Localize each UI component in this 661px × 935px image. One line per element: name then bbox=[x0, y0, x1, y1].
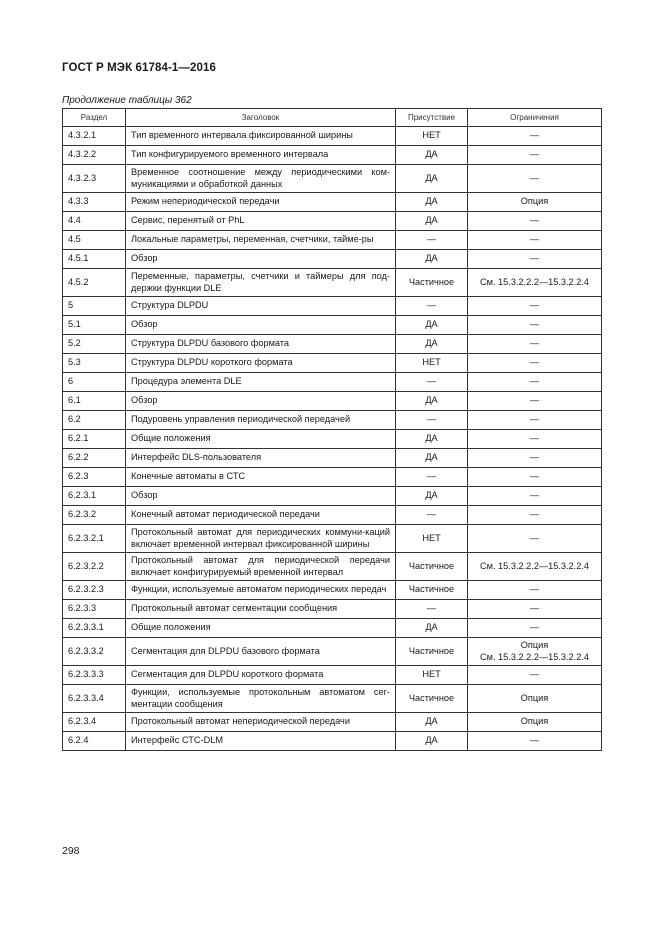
cell-limits bbox=[468, 165, 602, 193]
cell-title: Функции, используемые протокольным автоматом сег-ментации сообщения bbox=[126, 685, 396, 713]
table-row bbox=[63, 449, 602, 468]
limits-line: — bbox=[529, 300, 540, 311]
cell-limits bbox=[468, 619, 602, 638]
cell-title: Временное соотношение между периодическими ком-муникациями и обработкой данных bbox=[126, 165, 396, 193]
cell-limits bbox=[468, 297, 602, 316]
cell-presence: — bbox=[396, 231, 468, 250]
table-row bbox=[63, 354, 602, 373]
cell-section: 4.3.2.2 bbox=[63, 146, 126, 165]
limits-line: — bbox=[529, 452, 540, 463]
cell-title: Структура DLPDU короткого формата bbox=[126, 354, 396, 373]
cell-presence: — bbox=[396, 411, 468, 430]
table-row bbox=[63, 250, 602, 269]
limits-line: — bbox=[529, 395, 540, 406]
cell-presence: Частичное bbox=[396, 638, 468, 666]
cell-section: 5.2 bbox=[63, 335, 126, 354]
cell-presence: ДА bbox=[396, 193, 468, 212]
cell-title: Тип временного интервала фиксированной ширины bbox=[126, 127, 396, 146]
cell-section: 6 bbox=[63, 373, 126, 392]
cell-presence: ДА bbox=[396, 449, 468, 468]
cell-presence: — bbox=[396, 600, 468, 619]
limits-line: См. 15.3.2.2.2—15.3.2.2.4 bbox=[480, 276, 589, 287]
cell-limits bbox=[468, 685, 602, 713]
cell-limits bbox=[468, 212, 602, 231]
cell-presence: — bbox=[396, 468, 468, 487]
table-row bbox=[63, 732, 602, 751]
cell-title: Сегментация для DLPDU короткого формата bbox=[126, 666, 396, 685]
cell-title: Подуровень управления периодической передачей bbox=[126, 411, 396, 430]
cell-title: Обзор bbox=[126, 250, 396, 269]
cell-title: Локальные параметры, переменная, счетчики, тайме-ры bbox=[126, 231, 396, 250]
table-row bbox=[63, 297, 602, 316]
table-row bbox=[63, 193, 602, 212]
limits-line: — bbox=[529, 357, 540, 368]
limits-line: — bbox=[529, 414, 540, 425]
cell-title: Режим непериодической передачи bbox=[126, 193, 396, 212]
cell-section: 5 bbox=[63, 297, 126, 316]
table-row bbox=[63, 619, 602, 638]
table-row bbox=[63, 600, 602, 619]
cell-section: 4.5 bbox=[63, 231, 126, 250]
cell-title: Процедура элемента DLE bbox=[126, 373, 396, 392]
cell-limits bbox=[468, 373, 602, 392]
cell-section: 6.2.3 bbox=[63, 468, 126, 487]
table-row bbox=[63, 468, 602, 487]
table-row bbox=[63, 165, 602, 193]
cell-presence: — bbox=[396, 373, 468, 392]
cell-presence: ДА bbox=[396, 487, 468, 506]
cell-title: Общие положения bbox=[126, 619, 396, 638]
cell-section: 6.2.3.3 bbox=[63, 600, 126, 619]
table-row bbox=[63, 638, 602, 666]
table-caption: Продолжение таблицы 362 bbox=[62, 95, 192, 106]
table-row bbox=[63, 127, 602, 146]
table-row bbox=[63, 392, 602, 411]
table-row bbox=[63, 335, 602, 354]
cell-presence: ДА bbox=[396, 250, 468, 269]
cell-presence: Частичное bbox=[396, 269, 468, 297]
cell-section: 6.2.3.1 bbox=[63, 487, 126, 506]
cell-section: 4.3.2.1 bbox=[63, 127, 126, 146]
cell-limits bbox=[468, 335, 602, 354]
cell-section: 6.2.4 bbox=[63, 732, 126, 751]
limits-line: — bbox=[529, 669, 540, 680]
cell-section: 6.2.3.3.2 bbox=[63, 638, 126, 666]
cell-presence: НЕТ bbox=[396, 354, 468, 373]
table-row bbox=[63, 212, 602, 231]
cell-section: 6.1 bbox=[63, 392, 126, 411]
cell-presence: НЕТ bbox=[396, 666, 468, 685]
cell-section: 5.1 bbox=[63, 316, 126, 335]
cell-presence: Частичное bbox=[396, 685, 468, 713]
cell-presence: ДА bbox=[396, 619, 468, 638]
page-number: 298 bbox=[62, 845, 80, 857]
cell-section: 6.2.3.2.2 bbox=[63, 553, 126, 581]
cell-presence: ДА bbox=[396, 713, 468, 732]
limits-line: См. 15.3.2.2.2—15.3.2.2.4 bbox=[480, 560, 589, 571]
cell-presence: ДА bbox=[396, 430, 468, 449]
cell-title: Обзор bbox=[126, 316, 396, 335]
limits-line: — bbox=[529, 532, 540, 543]
cell-title: Протокольный автомат для периодической передачи включает конфигурируемый временной интервал bbox=[126, 553, 396, 581]
cell-section: 6.2.3.4 bbox=[63, 713, 126, 732]
table-row bbox=[63, 430, 602, 449]
limits-line: — bbox=[529, 735, 540, 746]
cell-section: 4.3.2.3 bbox=[63, 165, 126, 193]
cell-presence: ДА bbox=[396, 165, 468, 193]
cell-title: Функции, используемые автоматом периодических передач bbox=[126, 581, 396, 600]
cell-section: 6.2.3.3.1 bbox=[63, 619, 126, 638]
cell-presence: НЕТ bbox=[396, 525, 468, 553]
limits-line: — bbox=[529, 490, 540, 501]
cell-presence: — bbox=[396, 506, 468, 525]
table-row bbox=[63, 146, 602, 165]
table-row bbox=[63, 666, 602, 685]
cell-limits bbox=[468, 468, 602, 487]
limits-line: — bbox=[529, 376, 540, 387]
cell-limits bbox=[468, 506, 602, 525]
cell-title: Интерфейс DLS-пользователя bbox=[126, 449, 396, 468]
cell-title: Сегментация для DLPDU базового формата bbox=[126, 638, 396, 666]
table-row bbox=[63, 525, 602, 553]
limits-line: Опция bbox=[520, 196, 549, 207]
limits-line: — bbox=[529, 253, 540, 264]
cell-section: 4.3.3 bbox=[63, 193, 126, 212]
limits-line: — bbox=[529, 509, 540, 520]
cell-limits bbox=[468, 666, 602, 685]
cell-title: Переменные, параметры, счетчики и таймеры для под-держки функции DLE bbox=[126, 269, 396, 297]
cell-limits bbox=[468, 638, 602, 666]
table-row bbox=[63, 713, 602, 732]
cell-title: Структура DLPDU bbox=[126, 297, 396, 316]
column-header-presence: Присутствие bbox=[396, 109, 468, 127]
cell-section: 5.3 bbox=[63, 354, 126, 373]
limits-line: — bbox=[529, 130, 540, 141]
cell-section: 6.2.3.2.1 bbox=[63, 525, 126, 553]
limits-line: — bbox=[529, 433, 540, 444]
limits-line: — bbox=[529, 471, 540, 482]
cell-limits bbox=[468, 127, 602, 146]
column-header-limits: Ограничения bbox=[468, 109, 602, 127]
cell-limits bbox=[468, 430, 602, 449]
cell-section: 6.2.3.3.3 bbox=[63, 666, 126, 685]
limits-line: — bbox=[529, 622, 540, 633]
cell-limits bbox=[468, 713, 602, 732]
cell-title: Протокольный автомат непериодической передачи bbox=[126, 713, 396, 732]
cell-presence: Частичное bbox=[396, 581, 468, 600]
spec-table bbox=[62, 108, 602, 751]
cell-presence: НЕТ bbox=[396, 127, 468, 146]
limits-line: — bbox=[529, 603, 540, 614]
cell-title: Сервис, перенятый от PhL bbox=[126, 212, 396, 231]
cell-title: Интерфейс СТС-DLM bbox=[126, 732, 396, 751]
limits-line: — bbox=[529, 338, 540, 349]
cell-presence: ДА bbox=[396, 212, 468, 231]
limits-line: — bbox=[529, 319, 540, 330]
limits-line: См. 15.3.2.2.2—15.3.2.2.4 bbox=[480, 651, 589, 662]
table-row bbox=[63, 506, 602, 525]
cell-title: Тип конфигурируемого временного интервала bbox=[126, 146, 396, 165]
table-header-row bbox=[63, 109, 602, 127]
cell-limits bbox=[468, 487, 602, 506]
cell-limits bbox=[468, 732, 602, 751]
cell-title: Конечные автоматы в СТС bbox=[126, 468, 396, 487]
limits-line: — bbox=[529, 215, 540, 226]
cell-limits bbox=[468, 411, 602, 430]
limits-line: — bbox=[529, 234, 540, 245]
cell-title: Обзор bbox=[126, 392, 396, 411]
limits-line: Опция bbox=[520, 640, 549, 650]
limits-line: Опция bbox=[520, 716, 549, 727]
cell-section: 6.2.2 bbox=[63, 449, 126, 468]
cell-section: 6.2.3.2 bbox=[63, 506, 126, 525]
cell-section: 4.5.2 bbox=[63, 269, 126, 297]
cell-limits bbox=[468, 392, 602, 411]
table-row bbox=[63, 269, 602, 297]
cell-limits bbox=[468, 525, 602, 553]
cell-title: Протокольный автомат сегментации сообщения bbox=[126, 600, 396, 619]
cell-section: 6.2.3.3.4 bbox=[63, 685, 126, 713]
table-row bbox=[63, 411, 602, 430]
column-header-title: Заголовок bbox=[126, 109, 396, 127]
cell-section: 6.2 bbox=[63, 411, 126, 430]
cell-limits bbox=[468, 231, 602, 250]
column-header-section: Раздел bbox=[63, 109, 126, 127]
cell-section: 6.2.3.2.3 bbox=[63, 581, 126, 600]
cell-limits bbox=[468, 581, 602, 600]
cell-presence: ДА bbox=[396, 732, 468, 751]
cell-limits bbox=[468, 269, 602, 297]
table-row bbox=[63, 316, 602, 335]
cell-title: Общие положения bbox=[126, 430, 396, 449]
table-row bbox=[63, 487, 602, 506]
cell-limits bbox=[468, 146, 602, 165]
cell-presence: ДА bbox=[396, 146, 468, 165]
cell-section: 4.5.1 bbox=[63, 250, 126, 269]
cell-presence: ДА bbox=[396, 392, 468, 411]
cell-limits bbox=[468, 316, 602, 335]
limits-line: — bbox=[529, 172, 540, 183]
table-row bbox=[63, 231, 602, 250]
limits-line: — bbox=[529, 584, 540, 595]
cell-presence: ДА bbox=[396, 316, 468, 335]
table-row bbox=[63, 373, 602, 392]
table-row bbox=[63, 553, 602, 581]
cell-section: 6.2.1 bbox=[63, 430, 126, 449]
cell-presence: — bbox=[396, 297, 468, 316]
cell-limits bbox=[468, 354, 602, 373]
cell-title: Структура DLPDU базового формата bbox=[126, 335, 396, 354]
cell-section: 4.4 bbox=[63, 212, 126, 231]
cell-presence: ДА bbox=[396, 335, 468, 354]
cell-title: Протокольный автомат для периодических коммуни-каций включает временной интервал фиксированной ширины bbox=[126, 525, 396, 553]
table-row bbox=[63, 685, 602, 713]
document-header: ГОСТ Р МЭК 61784-1—2016 bbox=[62, 62, 216, 74]
cell-limits bbox=[468, 600, 602, 619]
limits-line: — bbox=[529, 149, 540, 160]
cell-limits bbox=[468, 250, 602, 269]
cell-title: Обзор bbox=[126, 487, 396, 506]
cell-limits bbox=[468, 193, 602, 212]
cell-limits bbox=[468, 449, 602, 468]
cell-limits bbox=[468, 553, 602, 581]
cell-presence: Частичное bbox=[396, 553, 468, 581]
cell-title: Конечный автомат периодической передачи bbox=[126, 506, 396, 525]
limits-line: Опция bbox=[520, 692, 549, 703]
table-row bbox=[63, 581, 602, 600]
